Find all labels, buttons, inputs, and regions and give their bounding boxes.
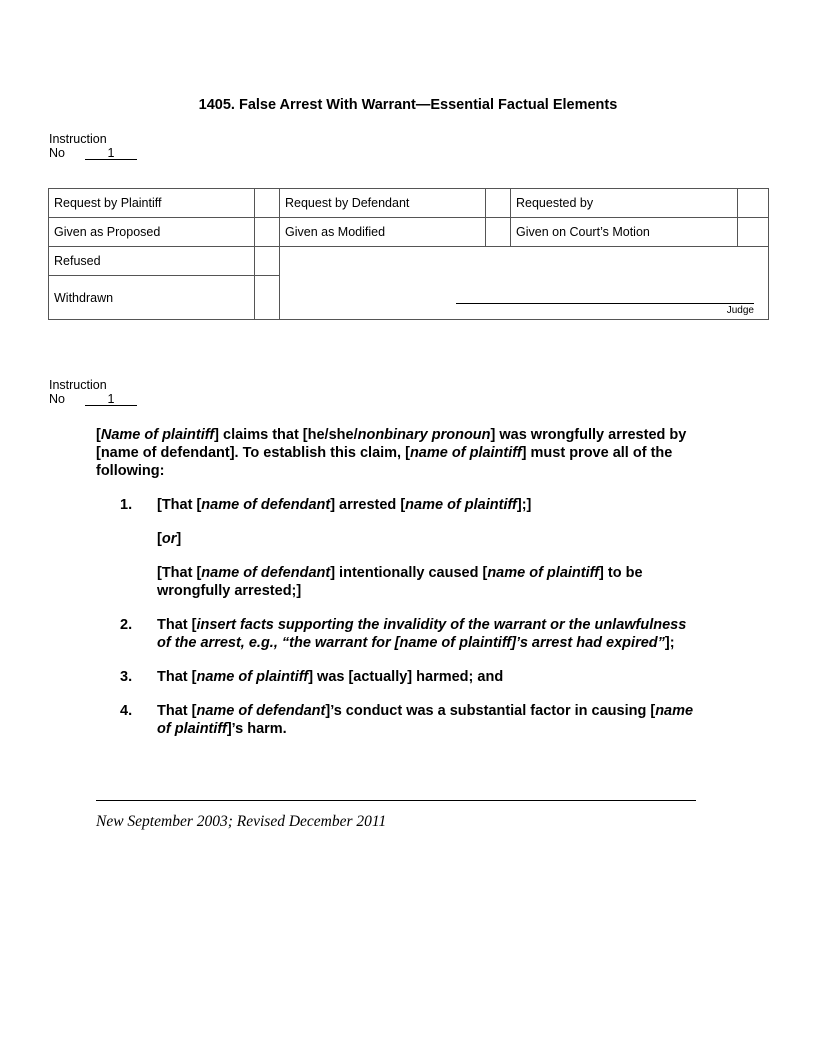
- or-connector: [or]: [157, 531, 182, 547]
- instruction-number-body: [49, 378, 137, 406]
- request-form-table: [48, 188, 769, 320]
- judge-signature-line[interactable]: [456, 303, 754, 304]
- request-by-plaintiff-checkbox[interactable]: [255, 189, 280, 218]
- given-on-courts-motion-label: Given on Court’s Motion: [511, 218, 738, 247]
- instruction-number-header: [49, 132, 137, 160]
- alternative-element: [That [name of defendant] intentionally caused [name of plaintiff] to be wrongfully arrested;]: [157, 565, 643, 599]
- given-as-modified-checkbox[interactable]: [486, 218, 511, 247]
- page-title: 1405. False Arrest With Warrant—Essential Factual Elements: [198, 97, 618, 113]
- list-item: 1. [That [name of defendant] arrested [name of plaintiff];] [or] [That [name of defendant] intentionally caused [name of plaintiff] to be wrongfully arrested;]: [96, 496, 696, 600]
- list-item: 4. That [name of defendant]’s conduct was a substantial factor in causing [name of plaintiff]’s harm.: [120, 703, 694, 737]
- withdrawn-checkbox[interactable]: [255, 276, 280, 320]
- request-by-defendant-checkbox[interactable]: [486, 189, 511, 218]
- instruction-number-field[interactable]: 1: [85, 147, 137, 160]
- elements-list: [96, 496, 696, 738]
- refused-label: Refused: [49, 247, 255, 276]
- instruction-number-field[interactable]: 1: [85, 393, 137, 406]
- instruction-label: Instruction: [49, 132, 107, 146]
- instruction-label: Instruction: [49, 378, 107, 392]
- judge-label: Judge: [726, 305, 754, 316]
- instruction-body: [96, 426, 696, 754]
- request-by-defendant-label: Request by Defendant: [280, 189, 486, 218]
- no-label: No: [49, 392, 65, 406]
- list-item: 3. That [name of plaintiff] was [actually] harmed; and: [120, 669, 504, 685]
- section-divider: [96, 800, 696, 801]
- revision-history: New September 2003; Revised December 2011: [96, 813, 387, 830]
- no-label: No: [49, 146, 65, 160]
- list-item: 2. That [insert facts supporting the invalidity of the warrant or the unlawfulness of the arrest, e.g., “the warrant for [name of plaintiff]’s arrest had expired”];: [120, 617, 687, 651]
- withdrawn-label: Withdrawn: [49, 276, 255, 320]
- given-as-proposed-label: Given as Proposed: [49, 218, 255, 247]
- refused-checkbox[interactable]: [255, 247, 280, 276]
- given-as-modified-label: Given as Modified: [280, 218, 486, 247]
- given-as-proposed-checkbox[interactable]: [255, 218, 280, 247]
- intro-paragraph: [Name of plaintiff] claims that [he/she/nonbinary pronoun] was wrongfully arrested by [name of defendant]. To establish this claim, [name of plaintiff] must prove all of the following:: [96, 427, 687, 479]
- judge-signature-cell: [280, 247, 769, 320]
- given-on-courts-motion-checkbox[interactable]: [738, 218, 769, 247]
- request-by-plaintiff-label: Request by Plaintiff: [49, 189, 255, 218]
- requested-by-label: Requested by: [511, 189, 738, 218]
- requested-by-checkbox[interactable]: [738, 189, 769, 218]
